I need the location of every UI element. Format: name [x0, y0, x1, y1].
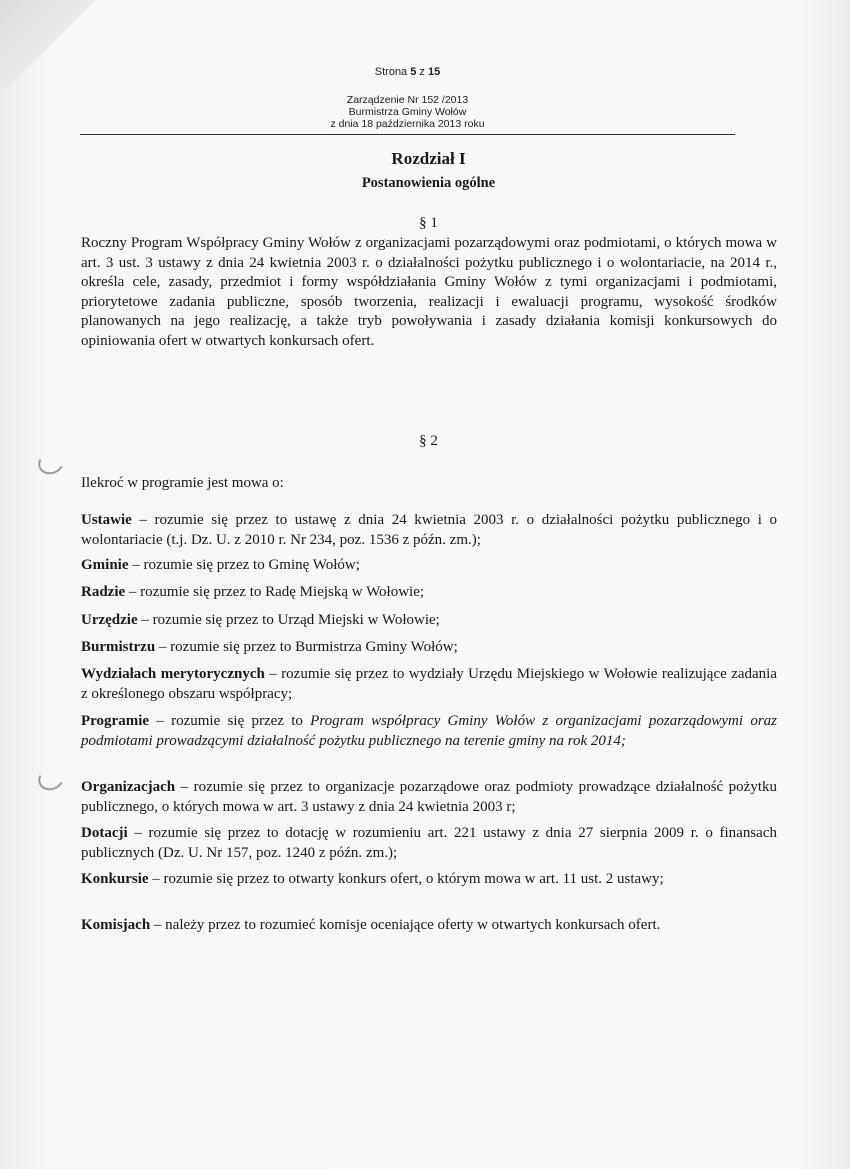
definition-ustawa: Ustawie – rozumie się przez to ustawę z dnia 24 kwietnia 2003 r. o działalności pożytku publicznego i o wolontariacie (t.j. Dz. U. z 2010 r. Nr 234, poz. 1536 z późn. zm.); [81, 512, 777, 548]
header-order-number: Zarządzenie Nr 152 /2013 [346, 94, 469, 106]
definition-organizacje: Organizacjach – rozumie się przez to organizacje pozarządowe oraz podmioty prowadzące działalność pożytku publicznego, o których mowa w art. 3 ustawy z dnia 24 kwietnia 2003 r; [81, 779, 777, 815]
section-2-mark: § 2 [419, 433, 438, 449]
definition-gmina: Gminie – rozumie się przez to Gminę Wołów; [81, 557, 360, 573]
page-number: Strona 5 z 15 [374, 66, 441, 78]
punch-hole-mark [35, 764, 67, 794]
definition-komisje: Komisjach – należy przez to rozumieć komisje oceniające oferty w otwartych konkursach ofert. [81, 917, 661, 933]
section-1-text: Roczny Program Współpracy Gminy Wołów z organizacjami pozarządowymi oraz podmiotami, o których mowa w art. 3 ust. 3 ustawy z dnia 24 kwietnia 2003 r. o działalności pożytku publicznego i o wolontariacie, na 2014 r., określa cele, zasady, przedmiot i formy współdziałania Gminy Wołów z tymi organizacjami i podmiotami, priorytetowe zadania publiczne, sposób tworzenia, realizacji i ewaluacji programu, wysokość środków planowanych na jego realizację, a także tryb powoływania i zasady działania komisji konkursowych do opiniowania ofert w otwartych konkursach ofert. [81, 235, 777, 349]
header-date: z dnia 18 października 2013 roku [330, 118, 485, 130]
definition-dotacja: Dotacji – rozumie się przez to dotację w rozumieniu art. 221 ustawy z dnia 27 sierpnia 2009 r. o finansach publicznych (Dz. U. Nr 157, poz. 1240 z późn. zm.); [81, 825, 777, 861]
definition-rada: Radzie – rozumie się przez to Radę Miejską w Wołowie; [81, 584, 425, 600]
punch-hole-mark [35, 448, 67, 478]
definition-konkurs: Konkursie – rozumie się przez to otwarty konkurs ofert, o którym mowa w art. 11 ust. 2 ustawy; [81, 871, 664, 887]
document-header [80, 94, 735, 130]
section-1-mark: § 1 [419, 215, 438, 231]
header-issuer: Burmistrza Gminy Wołów [348, 106, 467, 118]
section-2-intro: Ilekroć w programie jest mowa o: [81, 475, 284, 491]
definition-program: Programie – rozumie się przez to Program współpracy Gminy Wołów z organizacjami pozarządowymi oraz podmiotami prowadzącymi działalność pożytku publicznego na terenie gminy na rok 2014; [81, 713, 777, 749]
definition-urzad: Urzędzie – rozumie się przez to Urząd Miejski w Wołowie; [81, 612, 440, 628]
header-divider [80, 134, 735, 135]
definition-wydzialy: Wydziałach merytorycznych – rozumie się przez to wydziały Urzędu Miejskiego w Wołowie realizujące zadania z określonego obszaru współpracy; [81, 666, 777, 702]
chapter-title: Rozdział I [391, 149, 466, 168]
chapter-subtitle: Postanowienia ogólne [361, 175, 496, 191]
definition-burmistrz: Burmistrzu – rozumie się przez to Burmistrza Gminy Wołów; [81, 639, 458, 655]
